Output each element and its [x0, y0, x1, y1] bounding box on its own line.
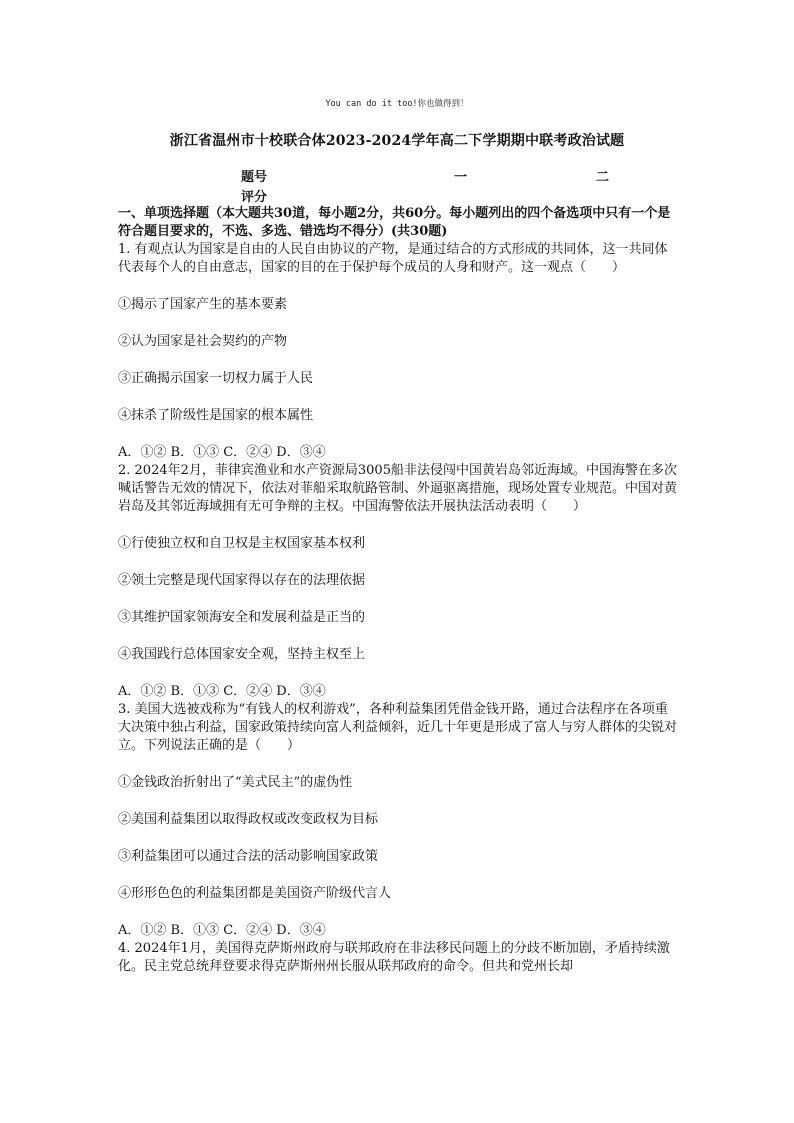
- question-3-option-1: ①金钱政治折射出了“美式民主”的虚伪性: [118, 775, 353, 790]
- question-1-stem: 1. 有观点认为国家是自由的人民自由协议的产物，是通过结合的方式形成的共同体，这一共同体代表每个人的自由意志，国家的目的在于保护每个成员的人身和财产。这一观点（ ）: [118, 242, 668, 275]
- question-4-stem: 4. 2024年1月，美国得克萨斯州政府与联邦政府在非法移民问题上的分歧不断加剧，矛盾持续激化。民主党总统拜登要求得克萨斯州州长服从联邦政府的命令。但共和党州长却: [118, 941, 670, 974]
- question-1-option-1: ①揭示了国家产生的基本要素: [118, 297, 288, 312]
- question-2-option-1: ①行使独立权和自卫权是主权国家基本权利: [118, 536, 366, 551]
- question-3-option-2: ②美国利益集团以取得政权或改变政权为目标: [118, 812, 379, 827]
- question-content: [118, 205, 678, 976]
- question-1-option-4: ④抹杀了阶级性是国家的根本属性: [118, 408, 314, 423]
- question-3-choices: A．①② B．①③ C．②④ D．③④: [118, 923, 326, 938]
- question-1-choices: A．①② B．①③ C．②④ D．③④: [118, 445, 326, 460]
- score-table-col-1: 一: [454, 170, 468, 185]
- question-1-option-3: ③正确揭示国家一切权力属于人民: [118, 371, 314, 386]
- question-2-option-3: ③其维护国家领海安全和发展利益是正当的: [118, 610, 366, 625]
- page-title: 浙江省温州市十校联合体2023-2024学年高二下学期期中联考政治试题: [169, 133, 625, 149]
- score-table: [0, 166, 794, 206]
- question-2-option-2: ②领土完整是现代国家得以存在的法理依据: [118, 573, 366, 588]
- header-note: You can do it too!你也做得到！: [325, 99, 469, 109]
- question-1-option-2: ②认为国家是社会契约的产物: [118, 334, 288, 349]
- section-heading: 一、单项选择题（本大题共30道，每小题2分，共60分。每小题列出的四个备选项中只有一个是符合题目要求的，不选、多选、错选均不得分）(共30题): [118, 206, 671, 239]
- question-2-choices: A．①② B．①③ C．②④ D．③④: [118, 684, 326, 699]
- score-table-col-2: 二: [596, 170, 610, 185]
- score-table-label-number: 题号: [241, 170, 268, 185]
- question-2-stem: 2. 2024年2月，菲律宾渔业和水产资源局3005船非法侵闯中国黄岩岛邻近海域。中国海警在多次喊话警告无效的情况下，依法对菲船采取航路管制、外逼驱离措施，现场处置专业规范。中国对黄岩岛及其邻近海域拥有无可争辩的主权。中国海警依法开展执法活动表明（ ）: [118, 463, 678, 514]
- score-table-label-score: 评分: [241, 190, 268, 205]
- question-3-option-4: ④形形色色的利益集团都是美国资产阶级代言人: [118, 886, 392, 901]
- question-2-option-4: ④我国践行总体国家安全观，坚持主权至上: [118, 647, 366, 662]
- question-3-stem: 3. 美国大选被戏称为“有钱人的权利游戏”，各种利益集团凭借金钱开路，通过合法程序在各项重大决策中独占利益，国家政策持续向富人利益倾斜，近几十年更是形成了富人与穷人群体的尖锐对立。下列说法正确的是（ ）: [118, 702, 678, 753]
- question-3-option-3: ③利益集团可以通过合法的活动影响国家政策: [118, 849, 379, 864]
